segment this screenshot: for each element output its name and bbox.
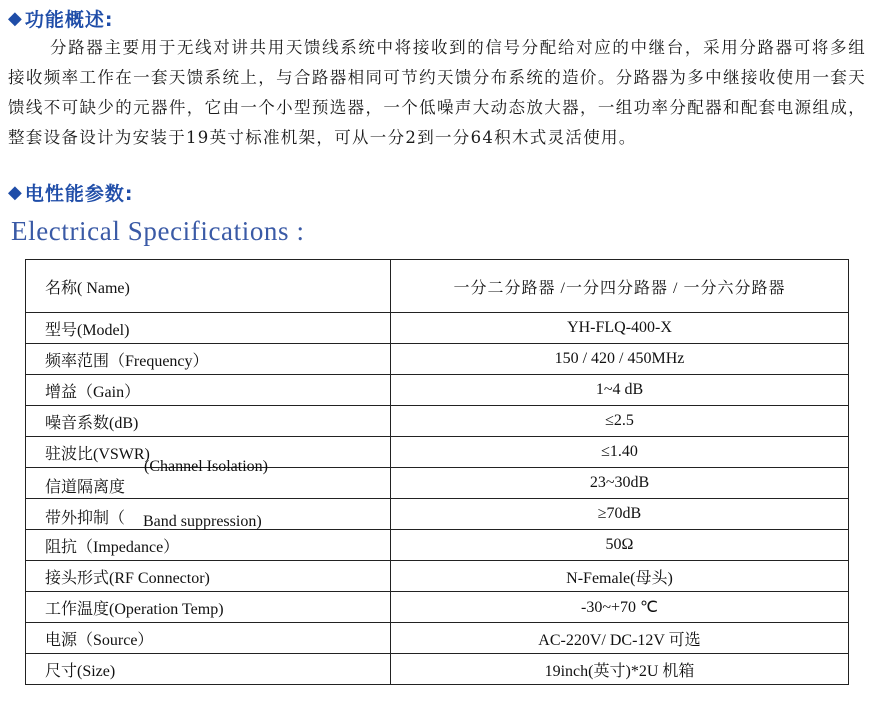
section-heading-functions — [8, 6, 113, 30]
table-row — [26, 592, 849, 623]
param-name: 阻抗（Impedance） — [26, 530, 391, 561]
param-value: 19inch(英寸)*2U 机箱 — [391, 654, 849, 685]
param-name-text: 信道隔离度 — [45, 478, 126, 496]
table-row — [26, 654, 849, 685]
section-title: 功能概述: — [24, 8, 114, 31]
param-name — [26, 458, 391, 499]
param-name — [26, 499, 391, 530]
param-name-text: 带外抑制（ — [45, 509, 126, 527]
param-value: YH-FLQ-400-X — [391, 313, 849, 344]
header-value-cell: 一分二分路器 /一分四分路器 / 一分六分路器 — [391, 260, 849, 313]
section-heading-electrical — [8, 180, 133, 204]
table-row — [26, 375, 849, 406]
table-row — [26, 468, 849, 499]
intro-paragraph: 分路器主要用于无线对讲共用天馈线系统中将接收到的信号分配给对应的中继台，采用分路器可将多组接收频率工作在一套天馈系统上，与合路器相同可节约天馈分布系统的造价。分路器为多中继接收使用一套天馈线不可缺少的元器件，它由一个小型预选器，一个低噪声大动态放大器，一组功率分配器和配套电源组成，整套设备设计为安装于19英寸标准机架，可从一分2到一分64积木式灵活使用。 — [8, 38, 866, 147]
param-value: 1~4 dB — [391, 375, 849, 406]
param-name: 接头形式(RF Connector) — [26, 561, 391, 592]
header-name-cell: 名称( Name) — [26, 260, 391, 313]
param-value: 50Ω — [391, 530, 849, 561]
table-row — [26, 530, 849, 561]
spec-table — [25, 259, 849, 685]
table-header-row — [26, 260, 849, 313]
param-value: ≤1.40 — [391, 437, 849, 468]
param-value: ≤2.5 — [391, 406, 849, 437]
section-title: 电性能参数: — [24, 182, 134, 205]
param-value: N-Female(母头) — [391, 561, 849, 592]
table-row — [26, 344, 849, 375]
electrical-specifications-title: Electrical Specifications : — [11, 216, 305, 246]
param-value: -30~+70 ℃ — [391, 592, 849, 623]
param-name: 增益（Gain） — [26, 375, 391, 406]
param-name: 驻波比(VSWR) — [26, 437, 391, 468]
param-name: 电源（Source） — [26, 623, 391, 654]
table-row — [26, 499, 849, 530]
table-row — [26, 313, 849, 344]
param-name: 噪音系数(dB) — [26, 406, 391, 437]
table-row — [26, 561, 849, 592]
param-value: AC-220V/ DC-12V 可选 — [391, 623, 849, 654]
param-name: 尺寸(Size) — [26, 654, 391, 685]
param-name-overlay-text: Band suppression) — [143, 513, 262, 530]
param-value: 150 / 420 / 450MHz — [391, 344, 849, 375]
diamond-bullet-icon: ◆ — [8, 181, 23, 203]
table-row — [26, 623, 849, 654]
param-name: 频率范围（Frequency） — [26, 344, 391, 375]
table-row — [26, 406, 849, 437]
param-name-overlay-text: (Channel Isolation) — [144, 458, 268, 475]
param-value: ≥70dB — [391, 499, 849, 530]
param-name: 型号(Model) — [26, 313, 391, 344]
diamond-bullet-icon: ◆ — [8, 7, 23, 29]
param-name: 工作温度(Operation Temp) — [26, 592, 391, 623]
param-value: 23~30dB — [391, 468, 849, 499]
